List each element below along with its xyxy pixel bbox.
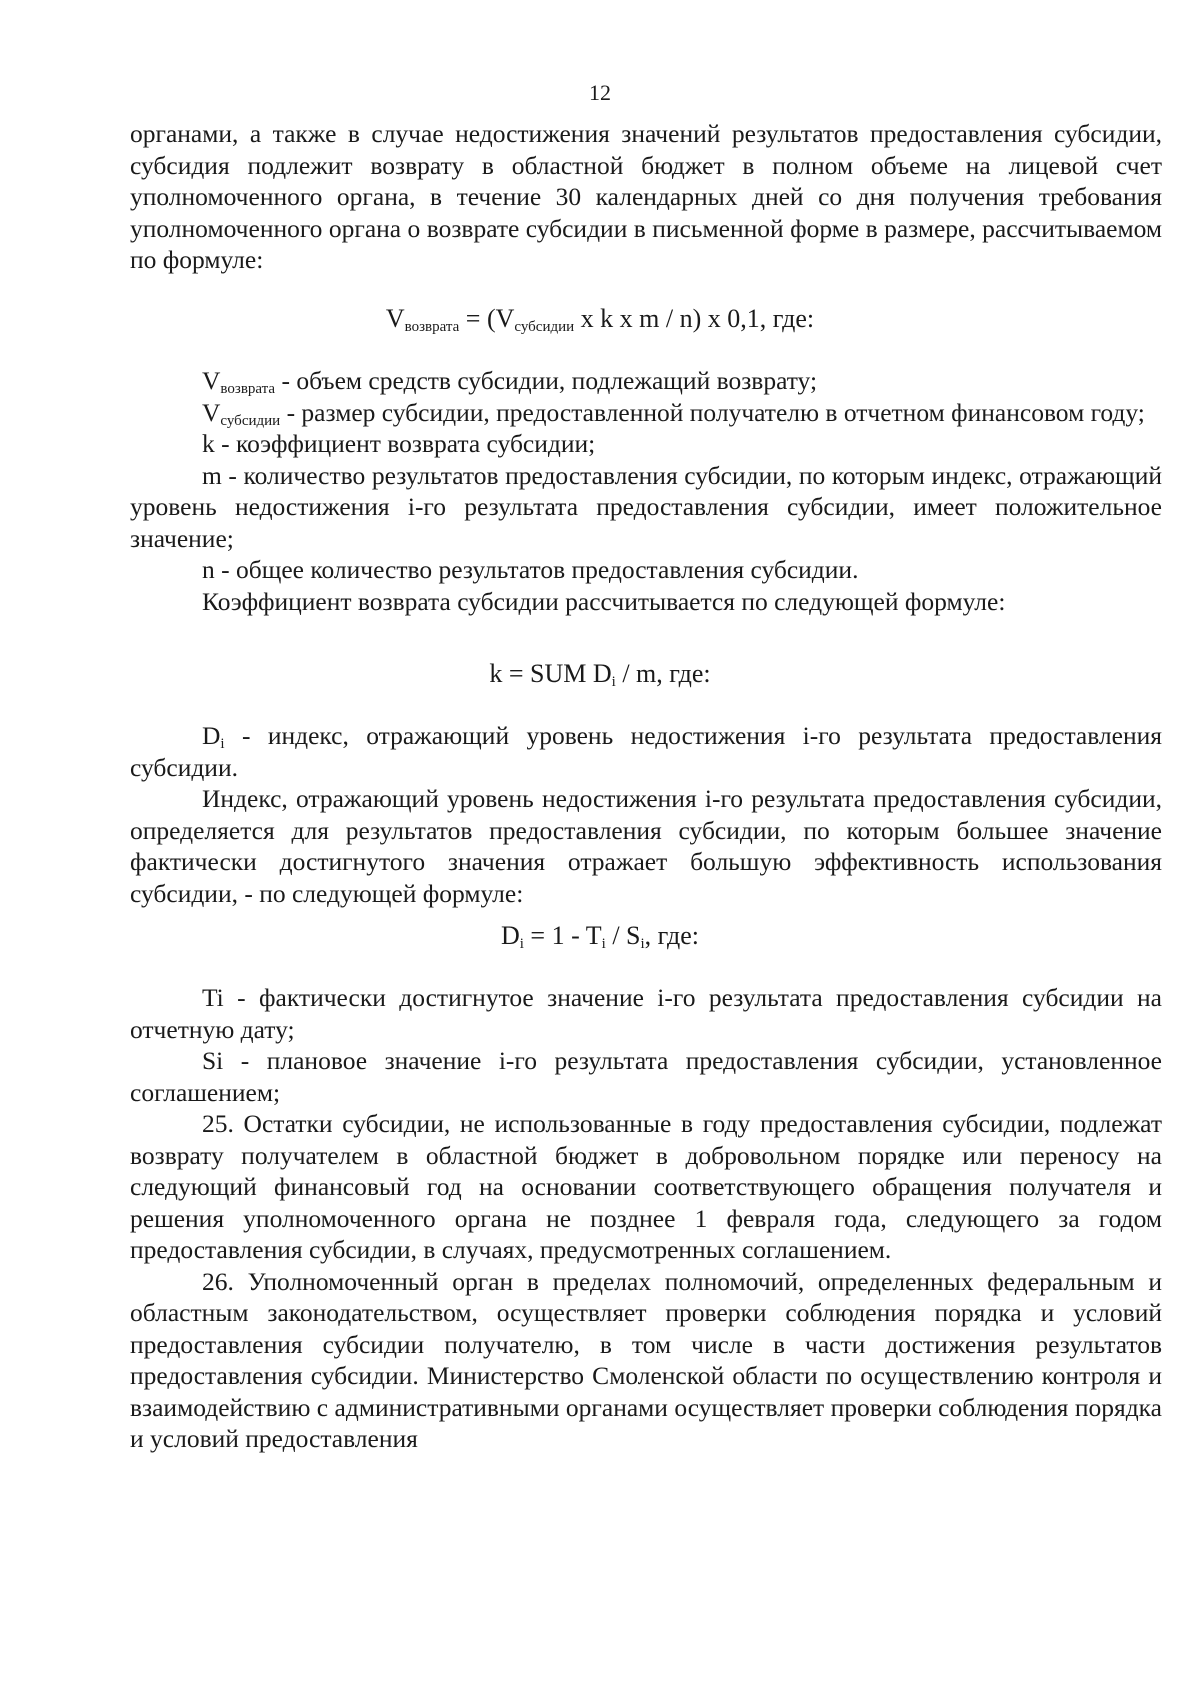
definition-n: n - общее количество результатов предоставления субсидии.: [202, 555, 859, 584]
definition-v-subsidy: $V_{субсидии}$ - размер субсидии, предоставленной получателю в отчетном финансовом году;: [202, 397, 1145, 429]
index-block: [130, 720, 1162, 909]
paragraph-25: 25. Остатки субсидии, не использованные в году предоставления субсидии, подлежат возврату получателем в областной бюджет в добровольном порядке или переносу на следующий финансовый год на основании соответствующего обращения получателя и решения уполномоченного органа не позднее 1 февраля года, следующего за годом предоставления субсидии, в случаях, предусмотренных соглашением.: [130, 1109, 1162, 1264]
formula-return-volume: $V_{возврата} = (V_{субсидии}$ x k x m / n) x 0,1, где:: [385, 304, 815, 335]
final-block: [130, 982, 1162, 1455]
definition-ti: Ti - фактически достигнутое значение i-го результата предоставления субсидии на отчетную дату;: [130, 983, 1162, 1044]
definition-m: m - количество результатов предоставления субсидии, по которым индекс, отражающий уровень недостижения i-го результата предоставления субсидии, имеет положительное значение;: [130, 460, 1162, 553]
paragraph-26: 26. Уполномоченный орган в пределах полномочий, определенных федеральным и областным законодательством, осуществляет проверки соблюдения порядка и условий предоставления субсидии получателю, в том числе в части достижения результатов предоставления субсидии. Министерство Смоленской области по осуществлению контроля и взаимодействию с административными органами осуществляет проверки соблюдения порядка и условий предоставления: [130, 1266, 1162, 1453]
definition-k: k - коэффициент возврата субсидии;: [202, 429, 596, 458]
index-paragraph: Индекс, отражающий уровень недостижения i-го результата предоставления субсидии, определяется для результатов предоставления субсидии, по которым большее значение фактически достигнутого значения отражает большую эффективность использования субсидии, - по следующей формуле:: [130, 784, 1162, 908]
paragraph-intro: органами, а также в случае недостижения значений результатов предоставления субсидии, субсидия подлежит возврату в областной бюджет в полном объеме на лицевой счет уполномоченного органа, в течение 30 календарных дней со дня получения требования уполномоченного органа о возврате субсидии в письменной форме в размере, рассчитываемом по формуле:: [130, 119, 1162, 274]
definition-v-return: $V_{возврата}$ - объем средств субсидии, подлежащий возврату;: [202, 366, 818, 397]
formula-coefficient: k = SUM $D_i$ / m, где:: [489, 659, 711, 690]
formula-index: $D_i = 1 - T_i / S_i$, где:: [500, 921, 700, 952]
coefficient-intro: Коэффициент возврата субсидии рассчитывается по следующей формуле:: [202, 586, 1006, 616]
page-number: 12: [589, 80, 611, 105]
definition-si: Si - плановое значение i-го результата предоставления субсидии, установленное соглашением;: [130, 1046, 1162, 1107]
definitions-block: [130, 365, 1162, 617]
definition-d: $D_i$ - индекс, отражающий уровень недостижения i-го результата предоставления субсидии.: [130, 721, 1162, 782]
